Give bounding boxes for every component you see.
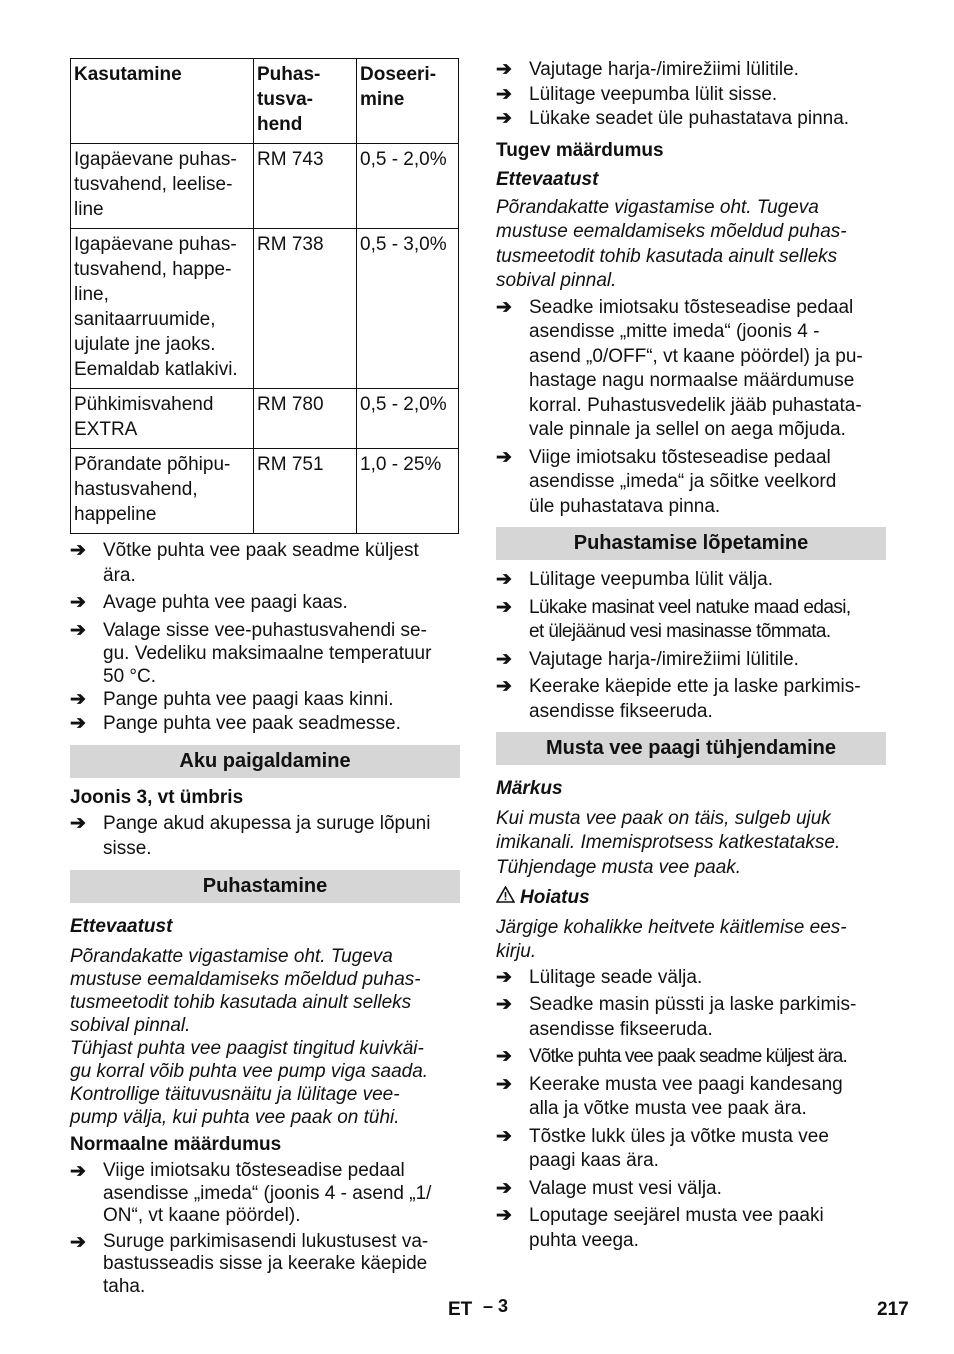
table-row — [71, 144, 459, 229]
list-item: ➔ Lükake seadet üle puhastatava pinna. — [496, 107, 886, 132]
warning-heading — [496, 886, 886, 911]
list-item: ➔ Lülitage veepumba lülit sisse. — [496, 83, 886, 108]
list-item: ➔ Lülitage seade välja. — [496, 966, 886, 991]
right-column — [496, 58, 886, 1256]
list-item: ➔ Seadke imiotsaku tõsteseadise pedaal asendisse „mitte imeda“ (joonis 4 - asend „0/OFF“, vt kaane pöördel) ja pu- hastage nagu normaalse määrdumuse korral. Puhastusvedelik jääb puhastata- vale pinnale ja sellel on aega mõjuda. — [496, 296, 886, 443]
table-header-cell: Puhas- tusva- hend — [254, 59, 357, 144]
table-header-row — [71, 59, 459, 144]
list-item: ➔ Pange puhta vee paagi kaas kinni. — [70, 688, 460, 713]
subheading-tugev: Tugev määrdumus — [496, 139, 664, 161]
table-cell: 1,0 - 25% — [357, 449, 459, 534]
arrow-right-icon: ➔ — [496, 59, 512, 80]
caution-text: Põrandakatte vigastamise oht. Tugeva mustuse eemaldamiseks mõeldud puhas- tusmeetodit tohib kasutada ainult selleks sobival pinnal. Tühjast puhta vee paagist tingitud kuivkäi- gu korral võib puhta vee pump viga saada. Kontrollige täituvusnäitu ja lülitage vee- pump välja, kui puhta vee paak on tühi. — [70, 945, 429, 1128]
arrow-right-icon: ➔ — [496, 108, 512, 129]
arrow-right-icon: ➔ — [70, 592, 86, 613]
arrow-right-icon: ➔ — [496, 966, 512, 988]
table-cell: Igapäevane puhas- tusvahend, happe- line, sanitaarruumide, ujulate jne jaoks. Eemaldab katlakivi. — [71, 229, 254, 389]
footer-section-number: – 3 — [483, 1296, 509, 1316]
arrow-right-icon: ➔ — [70, 813, 86, 834]
arrow-right-icon: ➔ — [70, 540, 86, 561]
caution-text: Põrandakatte vigastamise oht. Tugeva mustuse eemaldamiseks mõeldud puhas- tusmeetodit tohib kasutada ainult selleks sobival pinnal. — [496, 196, 847, 291]
table-row — [71, 449, 459, 534]
section-heading-lopetamine: Puhastamise lõpetamine — [496, 527, 886, 560]
arrow-right-icon: ➔ — [70, 688, 86, 710]
table-row — [71, 389, 459, 449]
arrow-right-icon: ➔ — [496, 1125, 512, 1147]
note-text: Kui musta vee paak on täis, sulgeb ujuk imikanali. Imemisprotsess katkestatakse. Tühjendage musta vee paak. — [496, 807, 841, 878]
list-item: ➔ Viige imiotsaku tõsteseadise pedaal asendisse „imeda“ ja sõitke veelkord üle puhastatava pinna. — [496, 446, 886, 520]
caution-label: Ettevaatust — [70, 916, 173, 937]
arrow-right-icon: ➔ — [496, 1205, 512, 1226]
table-cell: 0,5 - 2,0% — [357, 144, 459, 229]
arrow-right-icon: ➔ — [70, 1161, 86, 1182]
list-item: ➔ Pange akud akupessa ja suruge lõpuni sisse. — [70, 812, 460, 861]
table-header-cell: Kasutamine — [71, 59, 254, 144]
section-heading-aku: Aku paigaldamine — [70, 745, 460, 778]
list-item: ➔ Keerake musta vee paagi kandesang alla ja võtke musta vee paak ära. — [496, 1073, 886, 1122]
warning-text: Järgige kohalikke heitvete käitlemise ees- kirju. — [496, 916, 847, 962]
list-item: ➔ Lülitage veepumba lülit välja. — [496, 568, 886, 593]
list-item: ➔ Pange puhta vee paak seadmesse. — [70, 712, 460, 737]
footer-language: ET — [448, 1299, 473, 1320]
arrow-right-icon: ➔ — [70, 713, 86, 734]
table-cell: 0,5 - 3,0% — [357, 229, 459, 389]
arrow-right-icon: ➔ — [496, 446, 512, 468]
dosage-table — [70, 58, 459, 534]
table-cell: RM 743 — [254, 144, 357, 229]
note-label: Märkus — [496, 778, 563, 799]
list-item: ➔ Võtke puhta vee paak seadme küljest ära. — [496, 1045, 886, 1070]
arrow-right-icon: ➔ — [496, 1046, 512, 1067]
page-number: 217 — [877, 1299, 909, 1320]
figure-reference: Joonis 3, vt ümbris — [70, 786, 244, 808]
arrow-right-icon: ➔ — [496, 648, 512, 670]
list-item: ➔ Avage puhta vee paagi kaas. — [70, 591, 460, 616]
warning-label: Hoiatus — [520, 887, 590, 908]
arrow-right-icon: ➔ — [496, 1177, 512, 1199]
table-cell: Pühkimisvahend EXTRA — [71, 389, 254, 449]
list-item: ➔ Tõstke lukk üles ja võtke musta vee paagi kaas ära. — [496, 1125, 886, 1174]
arrow-right-icon: ➔ — [496, 676, 512, 697]
arrow-right-icon: ➔ — [70, 619, 86, 641]
table-cell: 0,5 - 2,0% — [357, 389, 459, 449]
left-column — [70, 58, 460, 1301]
list-item: ➔ Suruge parkimisasendi lukustusest va- bastusseadis sisse ja keerake käepide taha. — [70, 1230, 429, 1297]
list-item: ➔ Viige imiotsaku tõsteseadise pedaal asendisse „imeda“ (joonis 4 - asend „1/ ON“, vt kaane pöördel). — [70, 1160, 432, 1226]
list-item: ➔ Võtke puhta vee paak seadme küljest ära. — [70, 539, 460, 588]
warning-triangle-icon — [496, 886, 520, 911]
table-header-cell: Doseeri- mine — [357, 59, 459, 144]
arrow-right-icon: ➔ — [496, 83, 512, 105]
arrow-right-icon: ➔ — [70, 1231, 86, 1253]
table-cell: Igapäevane puhas- tusvahend, leelise- line — [71, 144, 254, 229]
arrow-right-icon: ➔ — [496, 296, 512, 318]
subheading-normaalne: Normaalne määrdumus — [70, 1133, 282, 1155]
list-item: ➔ Keerake käepide ette ja laske parkimis- asendisse fikseeruda. — [496, 675, 886, 724]
section-heading-puhastamine: Puhastamine — [70, 870, 460, 903]
arrow-right-icon: ➔ — [496, 994, 512, 1015]
table-cell: RM 738 — [254, 229, 357, 389]
table-cell: RM 780 — [254, 389, 357, 449]
section-heading-musta-vee: Musta vee paagi tühjendamine — [496, 732, 886, 765]
table-cell: RM 751 — [254, 449, 357, 534]
list-item: ➔ Vajutage harja-/imirežiimi lülitile. — [496, 58, 886, 83]
arrow-right-icon: ➔ — [496, 569, 512, 590]
list-item: ➔ Loputage seejärel musta vee paaki puhta veega. — [496, 1204, 886, 1253]
list-item: ➔ Valage must vesi välja. — [496, 1177, 886, 1202]
table-cell: Põrandate põhipu- hastusvahend, happeline — [71, 449, 254, 534]
step-list — [70, 539, 460, 737]
caution-label: Ettevaatust — [496, 169, 599, 190]
arrow-right-icon: ➔ — [496, 596, 512, 618]
list-item: ➔ Lükake masinat veel natuke maad edasi, et ülejäänud vesi masinasse tõmmata. — [496, 596, 886, 645]
list-item: ➔ Seadke masin püssti ja laske parkimis- asendisse fikseeruda. — [496, 993, 886, 1042]
table-row — [71, 229, 459, 389]
arrow-right-icon: ➔ — [496, 1073, 512, 1095]
list-item: ➔ Valage sisse vee-puhastusvahendi se- gu. Vedeliku maksimaalne temperatuur 50 °C. — [70, 619, 432, 687]
list-item: ➔ Vajutage harja-/imirežiimi lülitile. — [496, 648, 886, 673]
